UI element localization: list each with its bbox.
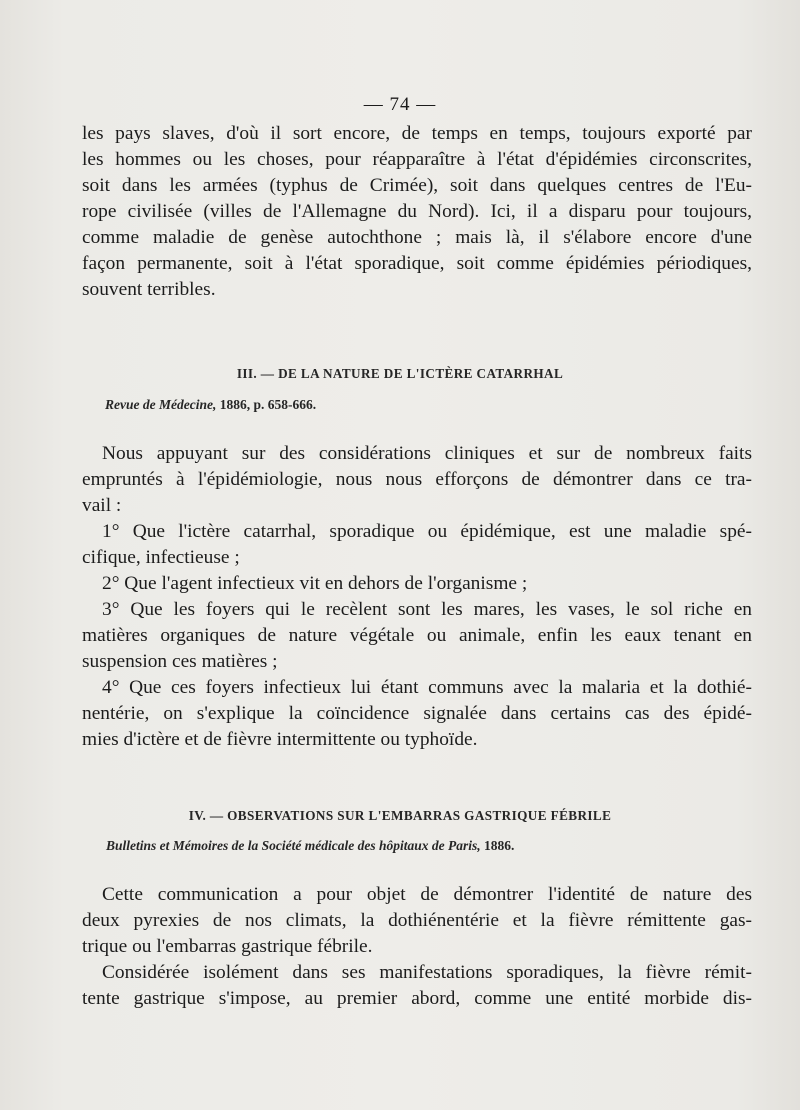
text-line: soit dans les armées (typhus de Crimée), soit dans quelques centres de l'Eu-	[82, 175, 752, 196]
text-line: suspension ces matières ;	[82, 651, 278, 672]
text-line: comme maladie de genèse autochthone ; mais là, il s'élabore encore d'une	[82, 227, 752, 248]
list-item-2: 2° Que l'agent infectieux vit en dehors de l'organisme ;	[102, 573, 528, 594]
list-item-1: 1° Que l'ictère catarrhal, sporadique ou épidémique, est une maladie spé-	[102, 521, 752, 542]
text-line: souvent terribles.	[82, 279, 216, 300]
text-line: façon permanente, soit à l'état sporadique, soit comme épidémies périodiques,	[82, 253, 752, 274]
text-line: Cette communication a pour objet de démontrer l'identité de nature des	[102, 884, 752, 905]
list-item-3: 3° Que les foyers qui le recèlent sont les mares, les vases, le sol riche en	[102, 599, 752, 620]
text-line: matières organiques de nature végétale ou animale, enfin les eaux tenant en	[82, 625, 752, 646]
section-3-source-details: 1886, p. 658-666.	[216, 397, 317, 412]
text-line: tente gastrique s'impose, au premier abord, comme une entité morbide dis-	[82, 988, 752, 1009]
text-line: deux pyrexies de nos climats, la dothiénentérie et la fièvre rémittente gas-	[82, 910, 752, 931]
text-line: nentérie, on s'explique la coïncidence signalée dans certains cas des épidé-	[82, 703, 752, 724]
list-item-4: 4° Que ces foyers infectieux lui étant communs avec la malaria et la dothié-	[102, 677, 752, 698]
text-line: empruntés à l'épidémiologie, nous nous efforçons de démontrer dans ce tra-	[82, 469, 752, 490]
text-line: mies d'ictère et de fièvre intermittente ou typhoïde.	[82, 729, 478, 750]
section-4-heading: IV. — OBSERVATIONS SUR L'EMBARRAS GASTRIQUE FÉBRILE	[188, 808, 612, 823]
page-number: — 74 —	[363, 94, 437, 115]
text-line: trique ou l'embarras gastrique fébrile.	[82, 936, 373, 957]
intro-paragraph	[82, 121, 752, 303]
section-4-source-title: Bulletins et Mémoires de la Société médicale des hôpitaux de Paris,	[106, 838, 481, 853]
section-3-heading: III. — DE LA NATURE DE L'ICTÈRE CATARRHAL	[236, 366, 564, 381]
section-4-body	[82, 882, 752, 1012]
text-line: Nous appuyant sur des considérations cliniques et sur de nombreux faits	[102, 443, 752, 464]
section-4-source	[106, 838, 514, 854]
text-line: vail :	[82, 495, 122, 516]
text-line: les hommes ou les choses, pour réapparaître à l'état d'épidémies circonscrites,	[82, 149, 752, 170]
section-3-source	[105, 397, 316, 413]
section-3-body	[82, 441, 752, 753]
text-line: cifique, infectieuse ;	[82, 547, 240, 568]
text-line: rope civilisée (villes de l'Allemagne du Nord). Ici, il a disparu pour toujours,	[82, 201, 752, 222]
section-3-source-title: Revue de Médecine,	[105, 397, 217, 412]
section-4-source-details: 1886.	[480, 838, 515, 853]
text-line: les pays slaves, d'où il sort encore, de temps en temps, toujours exporté par	[82, 123, 752, 144]
text-line: Considérée isolément dans ses manifestations sporadiques, la fièvre rémit-	[102, 962, 752, 983]
